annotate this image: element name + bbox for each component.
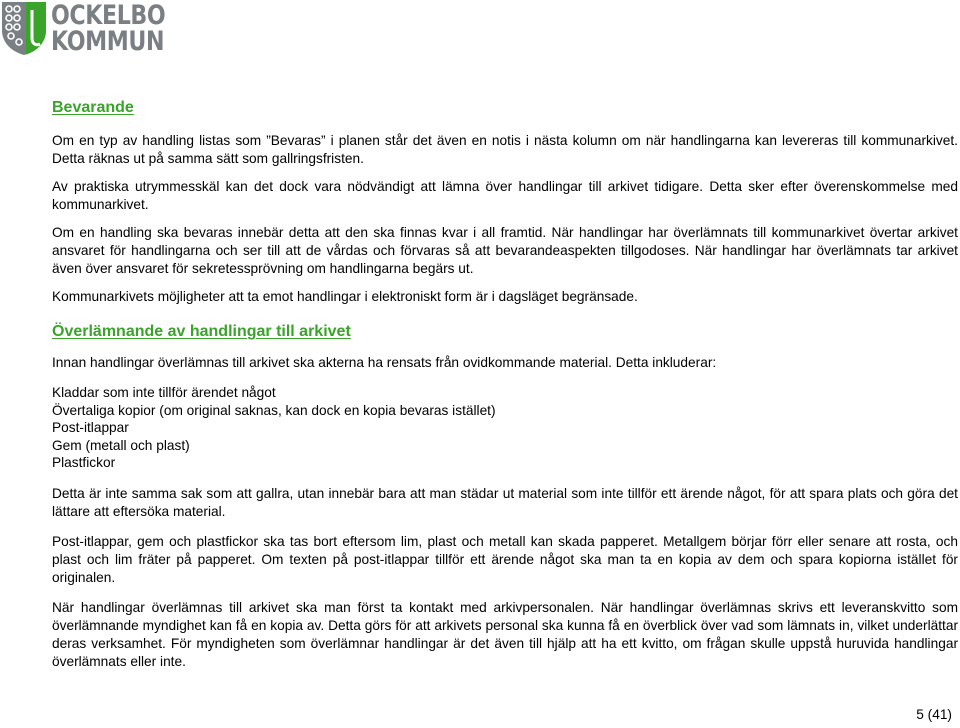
- list-item: Kladdar som inte tillför ärendet något: [52, 385, 276, 400]
- list-item: Post-itlappar: [52, 420, 129, 435]
- list-item: Plastfickor: [52, 455, 116, 470]
- page-number: 5 (41): [916, 707, 952, 722]
- paragraph: Post-itlappar, gem och plastfickor ska tas bort eftersom lim, plast och metall kan skada papperet. Metallgem börjar förr eller senare att rosta, och plast och lim fräter på papperet. Om texten på post-itlappar tillför ett ärende något ska man ta en kopia av dem och spara kopiorna istället för originalen.: [52, 533, 958, 585]
- document-body: [52, 96, 958, 671]
- paragraph: Kommunarkivets möjligheter att ta emot handlingar i elektroniskt form är i dagsläget begränsade.: [52, 289, 638, 304]
- list-item: Gem (metall och plast): [52, 437, 190, 453]
- paragraph: Av praktiska utrymmesskäl kan det dock vara nödvändigt att lämna över handlingar till arkivet tidigare. Detta sker efter överenskommelse med kommunarkivet.: [52, 179, 958, 212]
- paragraph: Detta är inte samma sak som att gallra, utan innebär bara att man städar ut material som inte tillför ett ärende något, för att spara plats och göra det lättare att eftersöka material.: [52, 485, 958, 519]
- paragraph: Om en handling ska bevaras innebär detta att den ska finnas kvar i all framtid. När handlingar har överlämnats till kommunarkivet övertar arkivet ansvaret för handlingarna och ser till att de vårdas och förvaras så att bevarandeaspekten tillgodoses. När handlingar har överlämnats tar arkivet även över ansvaret för sekretessprövning om handlingarna begärs ut.: [52, 225, 958, 276]
- coat-of-arms-icon: [0, 0, 48, 56]
- municipality-logo: [0, 0, 166, 58]
- logo-text-line2: KOMMUN: [51, 26, 165, 57]
- cleanup-list: [52, 384, 958, 472]
- paragraph: När handlingar överlämnas till arkivet ska man först ta kontakt med arkivpersonalen. När handlingar överlämnas skrivs ett leveranskvitto som överlämnande myndighet kan få en kopia av. Detta görs för att arkivets personal ska kunna få en överblick över vad som lämnats in, vilket underlättar deras verksamhet. För myndigheten som överlämnar handlingar är det även till hjälp att ha ett kvitto, om frågan skulle uppstå huruvida handlingar överlämnats eller inte.: [52, 599, 958, 669]
- logo-text-line1: OCKELBO: [51, 0, 166, 31]
- section-heading-bevarande: Bevarande: [52, 99, 134, 116]
- list-item: Övertaliga kopior (om original saknas, kan dock en kopia bevaras istället): [52, 402, 496, 418]
- paragraph: Innan handlingar överlämnas till arkivet ska akterna ha rensats från ovidkommande material. Detta inkluderar:: [52, 355, 717, 370]
- section-heading-overlamnande: Överlämnande av handlingar till arkivet: [52, 323, 351, 340]
- paragraph: Om en typ av handling listas som ”Bevaras” i planen står det även en notis i nästa kolumn om när handlingarna kan levereras till kommunarkivet. Detta räknas ut på samma sätt som gallringsfristen.: [52, 133, 958, 166]
